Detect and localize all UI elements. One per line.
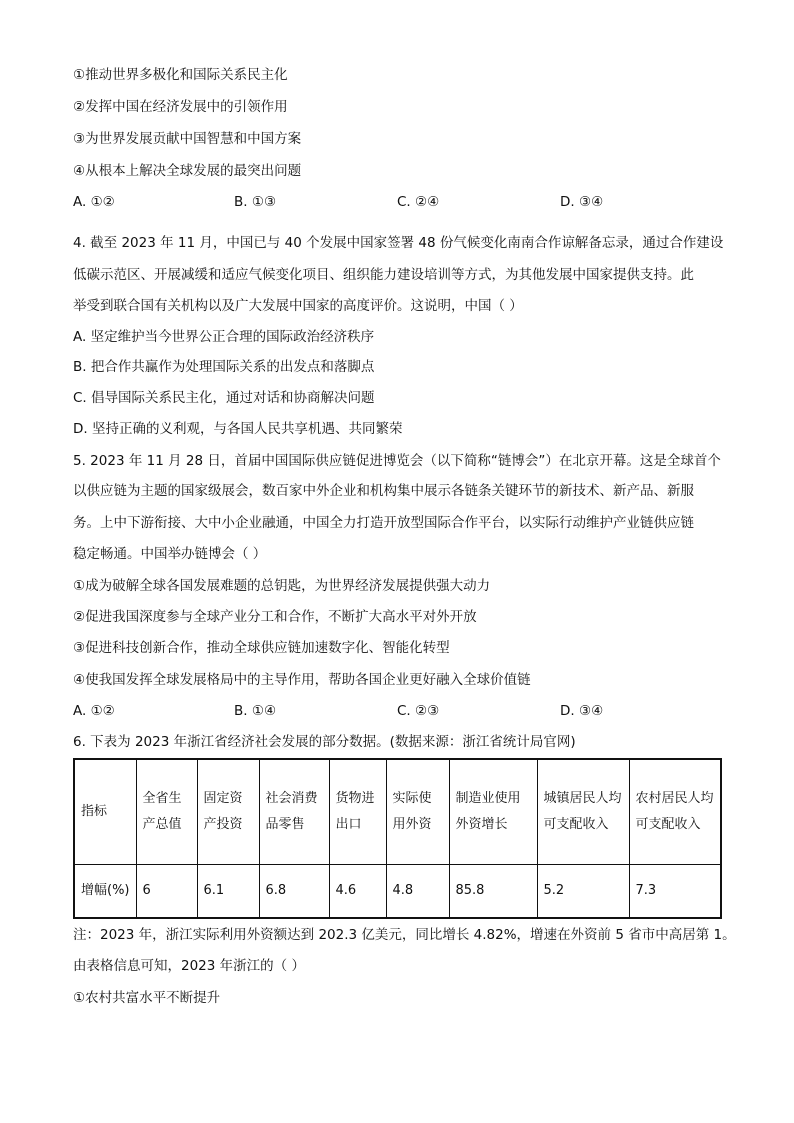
table-header-cell: 货物进出口 (329, 759, 386, 865)
q3-item-4: ④从根本上解决全球发展的最突出问题 (73, 163, 302, 179)
q4-stem-line-3: 举受到联合国有关机构以及广大发展中国家的高度评价。这说明，中国（ ） (73, 298, 523, 314)
q3-options (73, 192, 733, 212)
table-header-cell: 城镇居民人均可支配收入 (537, 759, 629, 865)
q3-item-3: ③为世界发展贡献中国智慧和中国方案 (73, 131, 302, 147)
table-header-cell: 全省生产总值 (136, 759, 197, 865)
table-cell: 6 (136, 865, 197, 919)
table-header-cell: 制造业使用外资增长 (449, 759, 537, 865)
q3-option-a: A. ①② (73, 194, 115, 210)
q5-options (73, 701, 733, 721)
q5-option-a: A. ①② (73, 703, 115, 719)
table-header-cell: 指标 (74, 759, 136, 865)
table-cell: 7.3 (629, 865, 721, 919)
table-row (74, 865, 721, 919)
q6-stem: 由表格信息可知，2023 年浙江的（ ） (73, 958, 305, 974)
table-cell: 5.2 (537, 865, 629, 919)
q6-intro: 6. 下表为 2023 年浙江省经济社会发展的部分数据。(数据来源：浙江省统计局官网) (73, 734, 576, 750)
q5-item-2: ②促进我国深度参与全球产业分工和合作，不断扩大高水平对外开放 (73, 609, 477, 625)
table-cell: 4.6 (329, 865, 386, 919)
q5-item-1: ①成为破解全球各国发展难题的总钥匙，为世界经济发展提供强大动力 (73, 578, 491, 594)
table-header-cell: 固定资产投资 (197, 759, 259, 865)
q4-option-d: D. 坚持正确的义利观，与各国人民共享机遇、共同繁荣 (73, 421, 403, 437)
q5-option-c: C. ②③ (397, 703, 440, 719)
q4-option-b: B. 把合作共赢作为处理国际关系的出发点和落脚点 (73, 359, 375, 375)
q3-option-b: B. ①③ (234, 194, 277, 210)
table-row-label: 增幅(%) (74, 865, 136, 919)
q4-stem-line-1: 4. 截至 2023 年 11 月，中国已与 40 个发展中国家签署 48 份气候变化南南合作谅解备忘录，通过合作建设 (73, 235, 724, 251)
table-cell: 6.8 (259, 865, 329, 919)
table-header-cell: 实际使用外资 (386, 759, 449, 865)
q3-item-2: ②发挥中国在经济发展中的引领作用 (73, 99, 288, 115)
q5-option-b: B. ①④ (234, 703, 277, 719)
q4-option-c: C. 倡导国际关系民主化，通过对话和协商解决问题 (73, 390, 375, 406)
table-cell: 6.1 (197, 865, 259, 919)
q5-stem-line-4: 稳定畅通。中国举办链博会（ ） (73, 546, 267, 562)
table-cell: 4.8 (386, 865, 449, 919)
economic-data-table (73, 758, 722, 919)
q3-option-c: C. ②④ (397, 194, 440, 210)
q6-note: 注：2023 年，浙江实际利用外资额达到 202.3 亿美元，同比增长 4.82%，增速在外资前 5 省市中高居第 1。 (73, 927, 736, 943)
q5-stem-line-3: 务。上中下游衔接、大中小企业融通，中国全力打造开放型国际合作平台，以实际行动维护产业链供应链 (73, 515, 694, 531)
q3-item-1: ①推动世界多极化和国际关系民主化 (73, 67, 288, 83)
q5-item-4: ④使我国发挥全球发展格局中的主导作用，帮助各国企业更好融入全球价值链 (73, 672, 531, 688)
q5-option-d: D. ③④ (560, 703, 604, 719)
table-header-row (74, 759, 721, 865)
q4-option-a: A. 坚定维护当今世界公正合理的国际政治经济秩序 (73, 329, 375, 345)
q5-stem-line-1: 5. 2023 年 11 月 28 日，首届中国国际供应链促进博览会（以下简称“链博会”）在北京开幕。这是全球首个 (73, 453, 721, 469)
table-header-cell: 社会消费品零售 (259, 759, 329, 865)
table-cell: 85.8 (449, 865, 537, 919)
table-header-cell: 农村居民人均可支配收入 (629, 759, 721, 865)
q3-option-d: D. ③④ (560, 194, 604, 210)
q4-stem-line-2: 低碳示范区、开展减缓和适应气候变化项目、组织能力建设培训等方式，为其他发展中国家提供支持。此 (73, 267, 694, 283)
q5-item-3: ③促进科技创新合作，推动全球供应链加速数字化、智能化转型 (73, 640, 450, 656)
q6-item-1: ①农村共富水平不断提升 (73, 990, 221, 1006)
q5-stem-line-2: 以供应链为主题的国家级展会，数百家中外企业和机构集中展示各链条关键环节的新技术、新产品、新服 (73, 483, 694, 499)
